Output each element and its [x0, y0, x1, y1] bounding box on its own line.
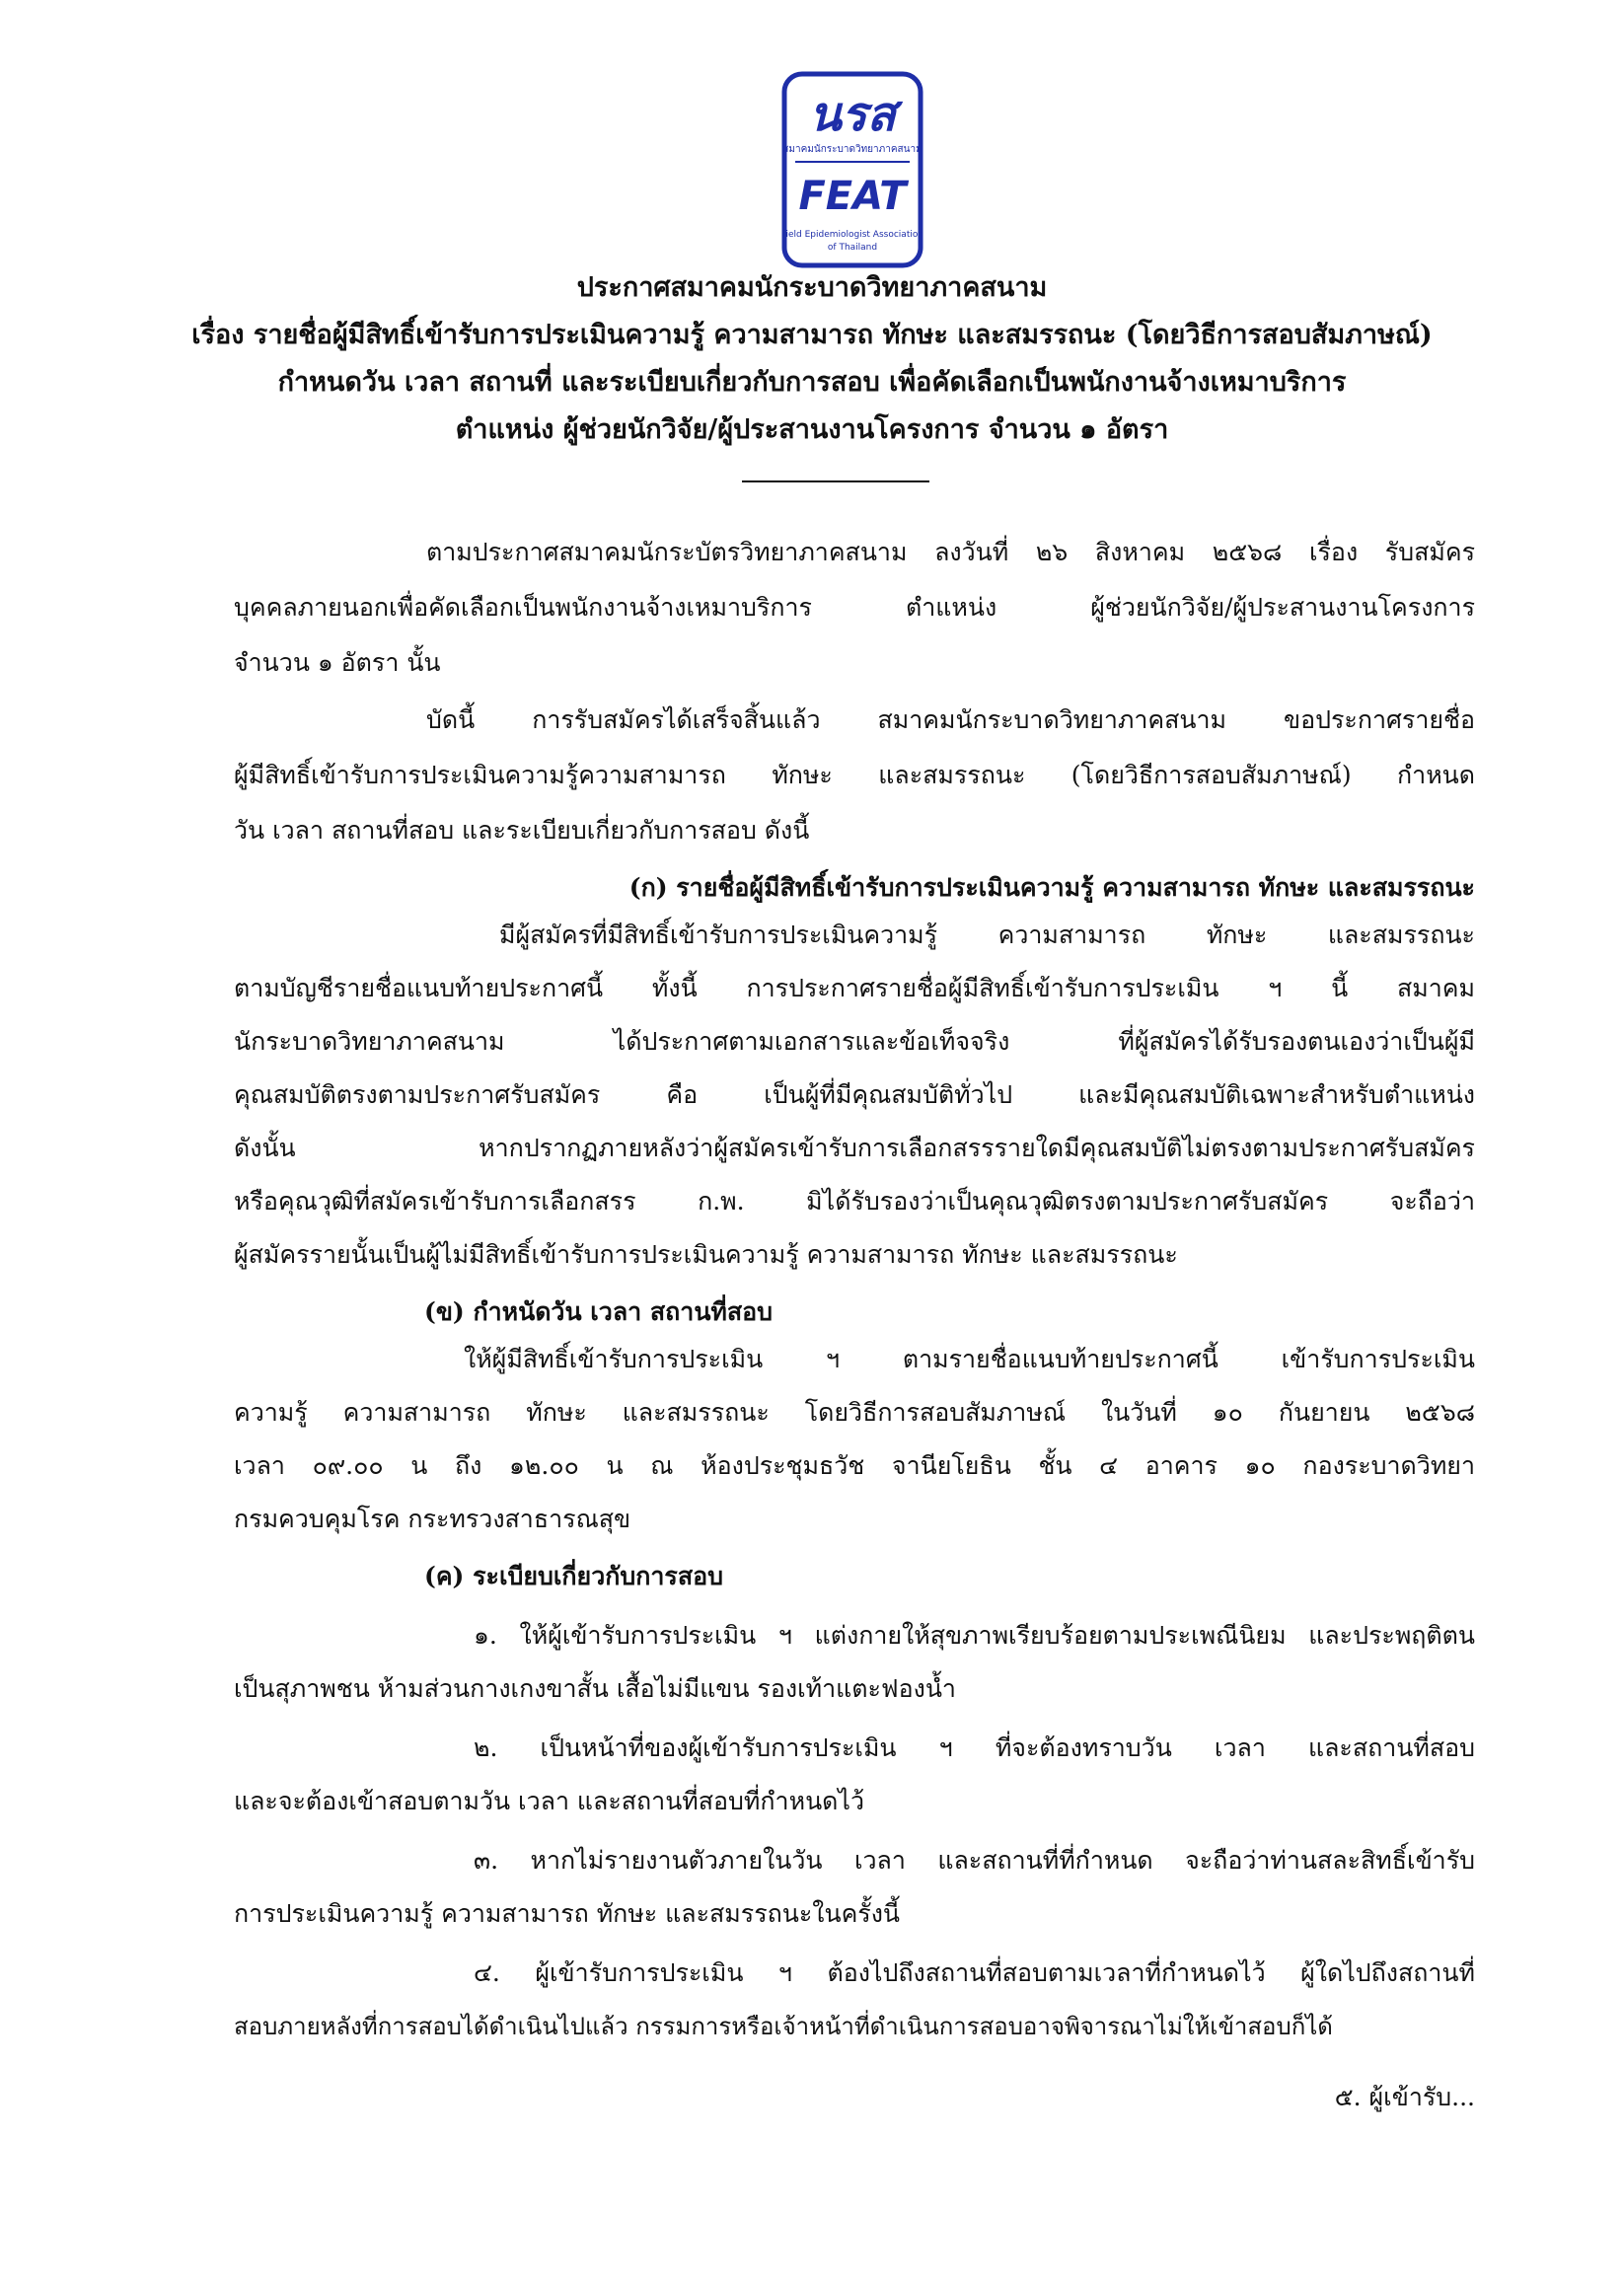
- rule-item-4: ๔. ผู้เข้ารับการประเมิน ฯ ต้องไปถึงสถานที่สอบตามเวลาที่กำหนดไว้ ผู้ใดไปถึงสถานที่: [474, 1958, 1475, 1987]
- para1-line: จำนวน ๑ อัตรา นั้น: [234, 648, 441, 677]
- para2-line: บัดนี้ การรับสมัครได้เสร็จสิ้นแล้ว สมาคมนักระบาดวิทยาภาคสนาม ขอประกาศรายชื่อ: [426, 705, 1475, 734]
- rule-item-1-cont: เป็นสุภาพชน ห้ามส่วนกางเกงขาสั้น เสื้อไม่มีแขน รองเท้าแตะฟองน้ำ: [234, 1674, 956, 1703]
- section-a-line: ตามบัญชีรายชื่อแนบท้ายประกาศนี้ ทั้งนี้ การประกาศรายชื่อผู้มีสิทธิ์เข้ารับการประเมิน ฯ นี้ สมาคม: [234, 974, 1475, 1002]
- para1-line: ตามประกาศสมาคมนักระบัตรวิทยาภาคสนาม ลงวันที่ ๒๖ สิงหาคม ๒๕๖๘ เรื่อง รับสมัคร: [426, 538, 1475, 566]
- section-c-title: (ค) ระเบียบเกี่ยวกับการสอบ: [424, 1562, 723, 1590]
- announcement-position-line: ตำแหน่ง ผู้ช่วยนักวิจัย/ผู้ประสานงานโครงการ จำนวน ๑ อัตรา: [455, 414, 1169, 445]
- continuation-marker: ๕. ผู้เข้ารับ...: [1334, 2083, 1475, 2111]
- logo-name-en-1: Field Epidemiologist Association: [781, 230, 923, 240]
- rule-item-3: ๓. หากไม่รายงานตัวภายในวัน เวลา และสถานที่ที่กำหนด จะถือว่าท่านสละสิทธิ์เข้ารับ: [474, 1846, 1475, 1875]
- rule-item-3-cont: การประเมินความรู้ ความสามารถ ทักษะ และสมรรถนะในครั้งนี้: [234, 1899, 901, 1928]
- rule-item-1: ๑. ให้ผู้เข้ารับการประเมิน ฯ แต่งกายให้สุขภาพเรียบร้อยตามประเพณีนิยม และประพฤติตน: [474, 1621, 1475, 1650]
- section-a-line: ดังนั้น หากปรากฏภายหลังว่าผู้สมัครเข้ารับการเลือกสรรรายใดมีคุณสมบัติไม่ตรงตามประกาศรับสมัคร: [234, 1134, 1475, 1162]
- rule-item-4-cont: สอบภายหลังที่การสอบได้ดำเนินไปแล้ว กรรมการหรือเจ้าหน้าที่ดำเนินการสอบอาจพิจารณาไม่ให้เข้าสอบก็ได้: [234, 2013, 1333, 2040]
- section-b-line: ให้ผู้มีสิทธิ์เข้ารับการประเมิน ฯ ตามรายชื่อแนบท้ายประกาศนี้ เข้ารับการประเมิน: [464, 1345, 1475, 1373]
- para2-line: ผู้มีสิทธิ์เข้ารับการประเมินความรู้ความสามารถ ทักษะ และสมรรถนะ (โดยวิธีการสอบสัมภาษณ์) กำหนด: [234, 761, 1475, 789]
- feat-logo: [781, 71, 923, 268]
- para1-line: บุคคลภายนอกเพื่อคัดเลือกเป็นพนักงานจ้างเหมาบริการ ตำแหน่ง ผู้ช่วยนักวิจัย/ผู้ประสานงานโครงการ: [234, 593, 1475, 622]
- rule-item-2-cont: และจะต้องเข้าสอบตามวัน เวลา และสถานที่สอบที่กำหนดไว้: [234, 1787, 865, 1815]
- section-a-title: (ก) รายชื่อผู้มีสิทธิ์เข้ารับการประเมินความรู้ ความสามารถ ทักษะ และสมรรถนะ: [628, 873, 1475, 902]
- section-b-line: เวลา ๐๙.๐๐ น ถึง ๑๒.๐๐ น ณ ห้องประชุมธวัช จานียโยธิน ชั้น ๔ อาคาร ๑๐ กองระบาดวิทยา: [234, 1451, 1475, 1480]
- section-b-title: (ข) กำหนัดวัน เวลา สถานที่สอบ: [424, 1297, 774, 1326]
- section-a-line: มีผู้สมัครที่มีสิทธิ์เข้ารับการประเมินความรู้ ความสามารถ ทักษะ และสมรรถนะ: [499, 921, 1475, 949]
- logo-abbr-th: นรส: [809, 87, 896, 142]
- section-b-line: ความรู้ ความสามารถ ทักษะ และสมรรถนะ โดยวิธีการสอบสัมภาษณ์ ในวันที่ ๑๐ กันยายน ๒๕๖๘: [234, 1398, 1475, 1427]
- section-b-line: กรมควบคุมโรค กระทรวงสาธารณสุข: [234, 1505, 631, 1533]
- section-a-line: หรือคุณวุฒิที่สมัครเข้ารับการเลือกสรร ก.พ. มิได้รับรองว่าเป็นคุณวุฒิตรงตามประกาศรับสมัคร จะถือว่า: [234, 1187, 1475, 1216]
- announcement-title: ประกาศสมาคมนักระบาดวิทยาภาคสนาม: [576, 272, 1048, 303]
- section-a-line: ผู้สมัครรายนั้นเป็นผู้ไม่มีสิทธิ์เข้ารับการประเมินความรู้ ความสามารถ ทักษะ และสมรรถนะ: [234, 1240, 1178, 1269]
- announcement-subject: เรื่อง รายชื่อผู้มีสิทธิ์เข้ารับการประเมินความรู้ ความสามารถ ทักษะ และสมรรถนะ (โดยวิธีการสอบสัมภาษณ์): [191, 320, 1433, 350]
- section-a-line: นักระบาดวิทยาภาคสนาม ได้ประกาศตามเอกสารและข้อเท็จจริง ที่ผู้สมัครได้รับรองตนเองว่าเป็นผู้มี: [234, 1027, 1475, 1056]
- section-a-line: คุณสมบัติตรงตามประกาศรับสมัคร คือ เป็นผู้ที่มีคุณสมบัติทั่วไป และมีคุณสมบัติเฉพาะสำหรับตำแหน่ง: [234, 1080, 1475, 1109]
- title-divider: [742, 480, 929, 482]
- logo-abbr-en: FEAT: [798, 174, 907, 219]
- logo-name-en-2: of Thailand: [827, 243, 878, 253]
- announcement-schedule-line: กำหนดวัน เวลา สถานที่ และระเบียบเกี่ยวกับการสอบ เพื่อคัดเลือกเป็นพนักงานจ้างเหมาบริการ: [277, 367, 1347, 398]
- logo-subtitle-th: สมาคมนักระบาดวิทยาภาคสนาม: [782, 144, 923, 155]
- para2-line: วัน เวลา สถานที่สอบ และระเบียบเกี่ยวกับการสอบ ดังนี้: [234, 816, 810, 845]
- rule-item-2: ๒. เป็นหน้าที่ของผู้เข้ารับการประเมิน ฯ ที่จะต้องทราบวัน เวลา และสถานที่สอบ: [474, 1733, 1475, 1762]
